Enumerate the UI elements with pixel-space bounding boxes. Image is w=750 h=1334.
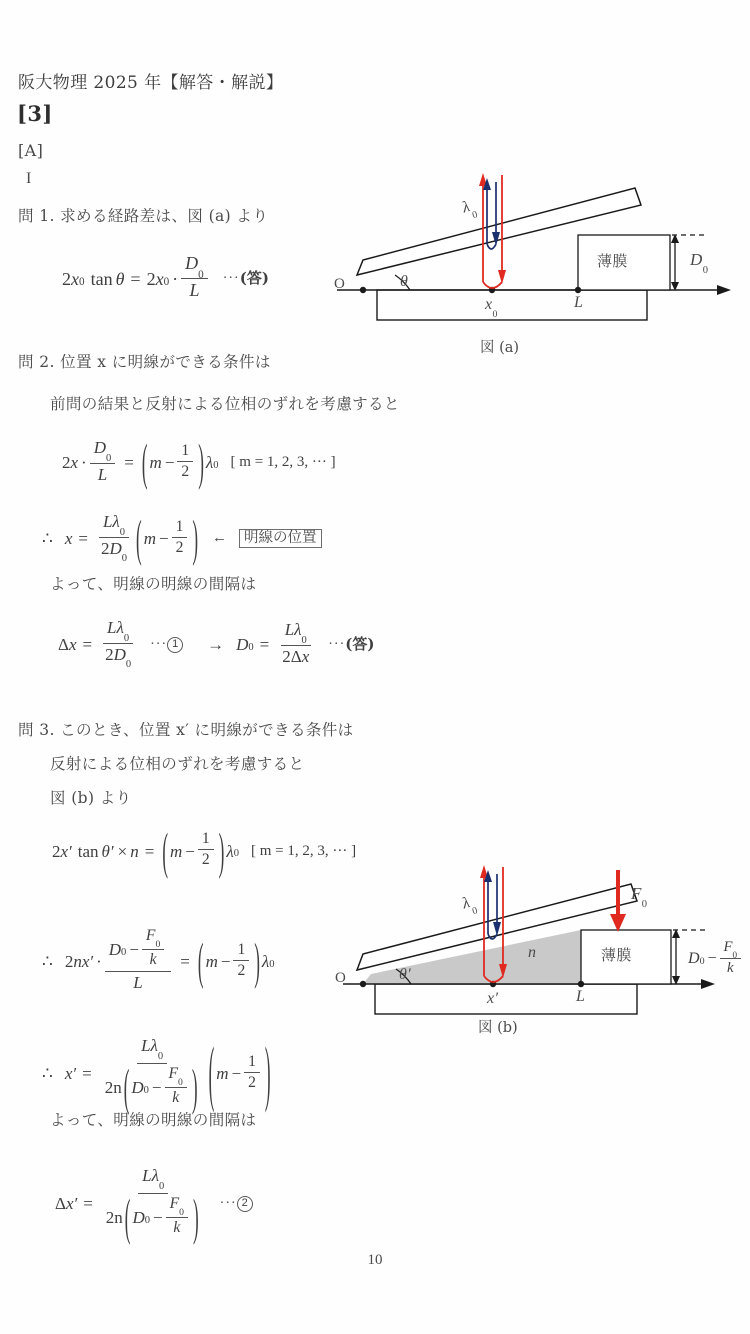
q3e2-D: D <box>108 939 122 959</box>
q2e2-den-D: D <box>109 538 122 558</box>
figure-b-base-block <box>375 984 637 1014</box>
figure-a-D0-sub: 0 <box>702 264 709 276</box>
q2e1-m: m <box>149 453 162 473</box>
q2e1-one: 1 <box>177 442 193 462</box>
figure-a-incident-arrowhead <box>498 270 506 284</box>
q3e4-den-k: k <box>173 1218 181 1236</box>
figure-b-L-dot <box>578 981 584 987</box>
figure-b-x-prime-mark: ′ <box>494 990 499 1007</box>
q2e3-den2: 2Δ <box>282 646 302 666</box>
subsection-label: [A] <box>18 141 44 160</box>
q2e1-minus: − <box>164 453 175 473</box>
q1-rhs-x: x <box>155 268 164 289</box>
figure-b-theta-prime: ′ <box>407 966 412 983</box>
q2e3-den2-x: x <box>301 646 310 666</box>
q1-answer-tag: (答) <box>239 269 269 288</box>
figure-b-gap-label <box>688 940 744 978</box>
q3e1-m: m <box>169 841 183 861</box>
figure-a-ray-uturn <box>483 282 502 288</box>
q3e1-times: × <box>117 841 128 861</box>
q3-equation-2 <box>42 926 275 994</box>
figure-a-caption: 図 (a) <box>480 340 520 356</box>
q3e4-equals: = <box>83 1194 93 1214</box>
q2e1-equals: = <box>124 453 134 473</box>
q2-equation-1 <box>62 434 336 492</box>
figure-b-gap-minus: − <box>707 949 717 967</box>
q1-dot: · <box>172 268 179 289</box>
figure-b-gap-F: F <box>723 938 733 955</box>
q3e3-den-paren-open: ( <box>123 1058 130 1116</box>
q3e2-half <box>233 941 249 979</box>
figure-b-force-label <box>631 884 648 910</box>
q2e3-num-L: L <box>107 618 117 638</box>
q2e3-dots: ··· <box>150 636 168 652</box>
q3e4-num-lambda-sub: 0 <box>159 1181 165 1193</box>
q2e3-den-D-sub: 0 <box>125 659 132 671</box>
q3e1-half <box>198 830 214 868</box>
figure-b-force-arrowhead <box>610 914 626 932</box>
q2e3-fraction-2 <box>278 620 313 665</box>
q3e3-den-k: k <box>172 1088 180 1106</box>
q3e2-D-sub: 0 <box>121 946 127 958</box>
q2e3-fraction-1 <box>101 618 135 671</box>
q3e2-equals: = <box>180 952 190 972</box>
figure-a <box>335 170 745 330</box>
q2e3-num-lambda-sub: 0 <box>123 633 130 645</box>
q3e3-x: x <box>64 1064 73 1084</box>
q2e1-paren-close: ) <box>198 434 204 492</box>
q1-rhs-x-sub: 0 <box>163 275 170 288</box>
q3e3-paren-open: ( <box>208 1032 215 1115</box>
figure-b-gap-F-sub: 0 <box>732 949 738 960</box>
q3e1-two: 2 <box>201 850 210 868</box>
q3e3-therefore: ∴ <box>42 1064 53 1084</box>
q3e1-paren-open: ( <box>162 822 168 880</box>
q3e2-lambda-sub: 0 <box>269 959 275 971</box>
q1-rhs-coef: 2 <box>146 268 156 289</box>
q3e2-fraction <box>105 928 172 992</box>
q3e1-tan: tan <box>77 841 99 861</box>
q2e2-paren-close: ) <box>192 510 199 568</box>
q2-line2: 前問の結果と反射による位相のずれを考慮すると <box>50 395 400 413</box>
q3e4-delta: Δ <box>55 1194 66 1214</box>
q2e3-dots2: ··· <box>328 636 346 652</box>
figure-a-x0-glyph: x <box>485 296 493 313</box>
q2e1-paren-open: ( <box>141 434 148 492</box>
figure-b-lambda-sub: 0 <box>470 904 480 917</box>
q1-tan: tan <box>90 268 113 289</box>
q1-coef: 2 <box>62 268 71 289</box>
page-title: 阪大物理 2025 年【解答・解説】 <box>18 73 284 93</box>
q3e1-equals: = <box>144 841 155 861</box>
q2e2-therefore: ∴ <box>42 529 53 549</box>
q1-x0-sub: 0 <box>79 275 85 288</box>
q3-line4: よって、明線の明線の間隔は <box>50 1111 257 1129</box>
figure-a-lambda-sub: 0 <box>470 208 480 221</box>
q2e3-num-lambda: λ <box>116 618 124 638</box>
q2e2-x: x <box>64 529 73 549</box>
q2e2-m: m <box>143 529 156 549</box>
q2e1-lambda-sub: 0 <box>213 459 219 471</box>
q1-frac-den: L <box>189 280 200 301</box>
figure-a-origin-label: O <box>334 276 346 292</box>
q3e1-n: n <box>130 841 139 861</box>
q3e3-den-inner-fraction <box>165 1065 187 1107</box>
q3e3-den-F-sub: 0 <box>178 1077 183 1089</box>
q3e3-num-lambda: λ <box>150 1036 158 1056</box>
figure-b-x-prime-glyph: x <box>487 990 495 1007</box>
q3e4-den-2n: 2n <box>105 1207 123 1227</box>
q2e3-num2-lambda: λ <box>294 620 302 640</box>
q3e4-num-lambda: λ <box>151 1166 160 1186</box>
q3e3-m: m <box>216 1064 229 1084</box>
q3e1-theta-prime: ′ <box>109 841 114 861</box>
q3e3-prime: ′ <box>72 1064 77 1084</box>
q3e2-prime: ′ <box>89 952 94 972</box>
q2e3-answer-tag: (答) <box>345 635 375 654</box>
q1-prompt: 問 1. 求める経路差は、図 (a) より <box>18 207 269 225</box>
q3e2-lambda: λ <box>261 952 270 972</box>
figure-b-caption: 図 (b) <box>478 1020 518 1036</box>
q2-equation-2 <box>42 510 322 568</box>
q3e3-equals: = <box>82 1064 92 1084</box>
figure-a-L-label: L <box>574 294 584 311</box>
q2e3-arrow: → <box>207 635 225 655</box>
q3e4-dots: ··· <box>219 1195 237 1211</box>
q3e2-minus2: − <box>220 952 231 972</box>
figure-b-x-prime-label <box>487 990 498 1008</box>
q2e2-equals: = <box>78 529 88 549</box>
q2-line3: よって、明線の明線の間隔は <box>50 575 257 593</box>
q3e4-den-D-sub: 0 <box>144 1214 151 1226</box>
q3e2-k: k <box>149 950 157 968</box>
q3-line2: 反射による位相のずれを考慮すると <box>50 755 305 773</box>
q2e2-paren-open: ( <box>136 510 142 568</box>
q3e2-F-sub: 0 <box>155 939 161 951</box>
q3e3-two: 2 <box>248 1073 256 1091</box>
q2-equation-3 <box>58 620 374 669</box>
figure-b-origin-dot <box>360 981 366 987</box>
q2e3-num2-L: L <box>284 620 295 640</box>
q3e4-den-paren-open: ( <box>124 1188 131 1246</box>
q1-frac-num-sub: 0 <box>198 268 204 281</box>
q1-equation <box>62 255 269 302</box>
q1-fraction <box>181 253 208 300</box>
figure-a-lambda-glyph: λ <box>460 198 473 217</box>
q3e4-x: x <box>65 1194 74 1214</box>
q3e3-one: 1 <box>244 1053 260 1073</box>
q3e4-den-F: F <box>169 1194 180 1212</box>
figure-b-L-label: L <box>576 988 586 1005</box>
q2-prompt: 問 2. 位置 x に明線ができる条件は <box>18 353 271 371</box>
q2e3-D: D <box>236 635 249 655</box>
q1-dots: ··· <box>222 270 240 286</box>
figure-b-theta-label <box>399 966 411 984</box>
q3e2-den: L <box>133 972 143 992</box>
q3e1-range: [ m = 1, 2, 3, ··· ] <box>250 842 357 859</box>
q2e1-dot: · <box>81 453 87 473</box>
figure-a-x0-label <box>485 296 498 320</box>
figure-b-lambda-glyph: λ <box>460 894 473 913</box>
figure-b-gap-D: D <box>688 949 700 967</box>
q3e4-den-F-sub: 0 <box>179 1207 184 1219</box>
figure-b-film-label: 薄膜 <box>601 946 632 964</box>
q3e3-den-F: F <box>168 1064 179 1082</box>
q2e2-one: 1 <box>172 518 188 538</box>
q3e2-paren-close: ) <box>254 933 260 991</box>
q3e4-den-D: D <box>132 1207 145 1227</box>
q2e2-minus: − <box>158 529 169 549</box>
q3-line3: 図 (b) より <box>50 789 132 807</box>
q3e2-therefore: ∴ <box>42 952 53 972</box>
figure-b-force-sub: 0 <box>641 898 648 910</box>
figure-b-gap-k: k <box>727 959 734 976</box>
q3e3-den-minus: − <box>151 1077 162 1097</box>
q3e3-fraction <box>101 1036 204 1116</box>
q3e3-num-lambda-sub: 0 <box>157 1051 164 1063</box>
figure-a-D0-glyph: D <box>690 250 703 269</box>
q3e3-paren-close: ) <box>264 1032 271 1115</box>
q3-equation-4 <box>55 1166 253 1246</box>
q3e2-one: 1 <box>233 941 249 961</box>
figure-b-axis-arrowhead <box>701 979 715 989</box>
figure-a-theta-label: θ <box>400 273 409 290</box>
q2e3-den-D: D <box>113 644 126 664</box>
figure-a-axis-arrowhead <box>717 285 731 295</box>
q3e4-ref-2: 2 <box>237 1196 253 1212</box>
q3e1-x: x <box>60 841 69 861</box>
q3e2-n: n <box>73 952 82 972</box>
q3e4-prime: ′ <box>73 1194 78 1214</box>
q2e1-range: [ m = 1, 2, 3, ··· ] <box>230 454 336 471</box>
q3e4-den-paren-close: ) <box>193 1188 199 1246</box>
figure-a-D0-label <box>690 250 709 276</box>
q1-x0: x <box>71 268 79 289</box>
q2e2-arrow: ← <box>212 530 228 547</box>
q3-equation-1 <box>52 822 357 880</box>
figure-a-film-label: 薄膜 <box>597 252 628 270</box>
q3e3-den-D-sub: 0 <box>143 1084 149 1096</box>
q2e2-num-lambda: λ <box>112 512 120 532</box>
q3e2-F: F <box>145 926 156 944</box>
q2e1-num-sub: 0 <box>106 453 112 465</box>
q3e1-prime: ′ <box>68 841 72 861</box>
q3e3-den-2n: 2n <box>104 1077 122 1097</box>
q2e1-coef: 2 <box>62 453 71 473</box>
figure-b-force-glyph: F <box>631 884 642 903</box>
q2e3-ref-1: 1 <box>167 637 183 653</box>
figure-b <box>335 862 743 1022</box>
q2e1-fraction <box>90 438 116 483</box>
q3e3-num-L: L <box>141 1036 151 1056</box>
figure-a-base-block <box>377 290 647 320</box>
q2e1-x: x <box>70 453 79 473</box>
q3e1-theta: θ <box>101 841 110 861</box>
q3e4-den-inner-fraction <box>166 1195 188 1237</box>
q3e2-x: x <box>81 952 90 972</box>
q1-theta: θ <box>115 268 125 289</box>
q1-frac-num: D <box>185 253 199 274</box>
q3e3-den-D: D <box>131 1077 144 1097</box>
q2e3-equals: = <box>82 635 93 655</box>
q2e1-den: L <box>97 464 108 484</box>
q3e2-paren-open: ( <box>197 933 204 991</box>
q3e2-minus: − <box>129 939 139 959</box>
page-number: 10 <box>367 1252 383 1268</box>
q2e2-den-2: 2 <box>100 538 110 558</box>
figure-b-gap-D-sub: 0 <box>699 956 705 968</box>
q3-prompt: 問 3. このとき、位置 x′ に明線ができる条件は <box>18 721 354 739</box>
q2e3-num2-lambda-sub: 0 <box>301 635 307 647</box>
q2e1-lambda: λ <box>205 453 214 473</box>
q2e2-half <box>172 518 188 556</box>
figure-b-theta-glyph: θ <box>399 966 408 983</box>
roman-numeral-label: I <box>26 170 32 187</box>
q3e2-coef: 2 <box>64 952 74 972</box>
q2e1-num: D <box>93 438 106 458</box>
q2e2-num-L: L <box>102 512 113 532</box>
q2e3-den-2: 2 <box>105 644 114 664</box>
figure-b-gap-fraction <box>720 939 742 977</box>
q3e1-lambda-sub: 0 <box>233 848 239 860</box>
q3e1-paren-close: ) <box>218 822 225 880</box>
q3e1-minus: − <box>185 841 195 861</box>
q3e2-dot: · <box>96 952 102 972</box>
q3e3-den-paren-close: ) <box>191 1058 198 1116</box>
q3e3-half <box>244 1053 260 1091</box>
figure-a-origin-dot <box>360 287 366 293</box>
q3e4-den-minus: − <box>153 1207 163 1227</box>
q3e2-inner-fraction <box>142 927 164 969</box>
figure-b-origin-label: O <box>335 970 347 986</box>
q3-equation-3 <box>42 1032 273 1116</box>
q3e1-coef: 2 <box>52 841 61 861</box>
q2e2-den-D-sub: 0 <box>121 553 128 565</box>
figure-a-x0-sub: 0 <box>492 308 498 320</box>
q3e4-fraction <box>102 1166 205 1246</box>
q3e2-m: m <box>205 952 218 972</box>
q2e3-x: x <box>68 635 77 655</box>
q2e3-delta: Δ <box>58 635 69 655</box>
q2e3-equals-2: = <box>259 635 270 655</box>
figure-a-L-dot <box>575 287 581 293</box>
figure-a-glass-ray-turn <box>487 244 496 249</box>
q3e3-minus: − <box>231 1064 242 1084</box>
q2e2-two: 2 <box>175 538 184 556</box>
q2e2-num-lambda-sub: 0 <box>119 527 126 539</box>
q3e2-two: 2 <box>237 961 246 979</box>
q3e4-num-L: L <box>142 1166 152 1186</box>
q2e2-fraction <box>97 512 131 565</box>
section-number: [3] <box>17 101 53 126</box>
q2e3-D-sub: 0 <box>248 642 254 653</box>
figure-b-wedge-index-label: n <box>528 944 537 961</box>
q3e1-one: 1 <box>198 830 214 850</box>
q2e1-two: 2 <box>181 462 190 480</box>
q2e1-half <box>177 442 193 480</box>
q1-equals: = <box>130 268 141 289</box>
q3e1-lambda: λ <box>226 841 234 861</box>
bright-line-position-box: 明線の位置 <box>239 529 322 549</box>
